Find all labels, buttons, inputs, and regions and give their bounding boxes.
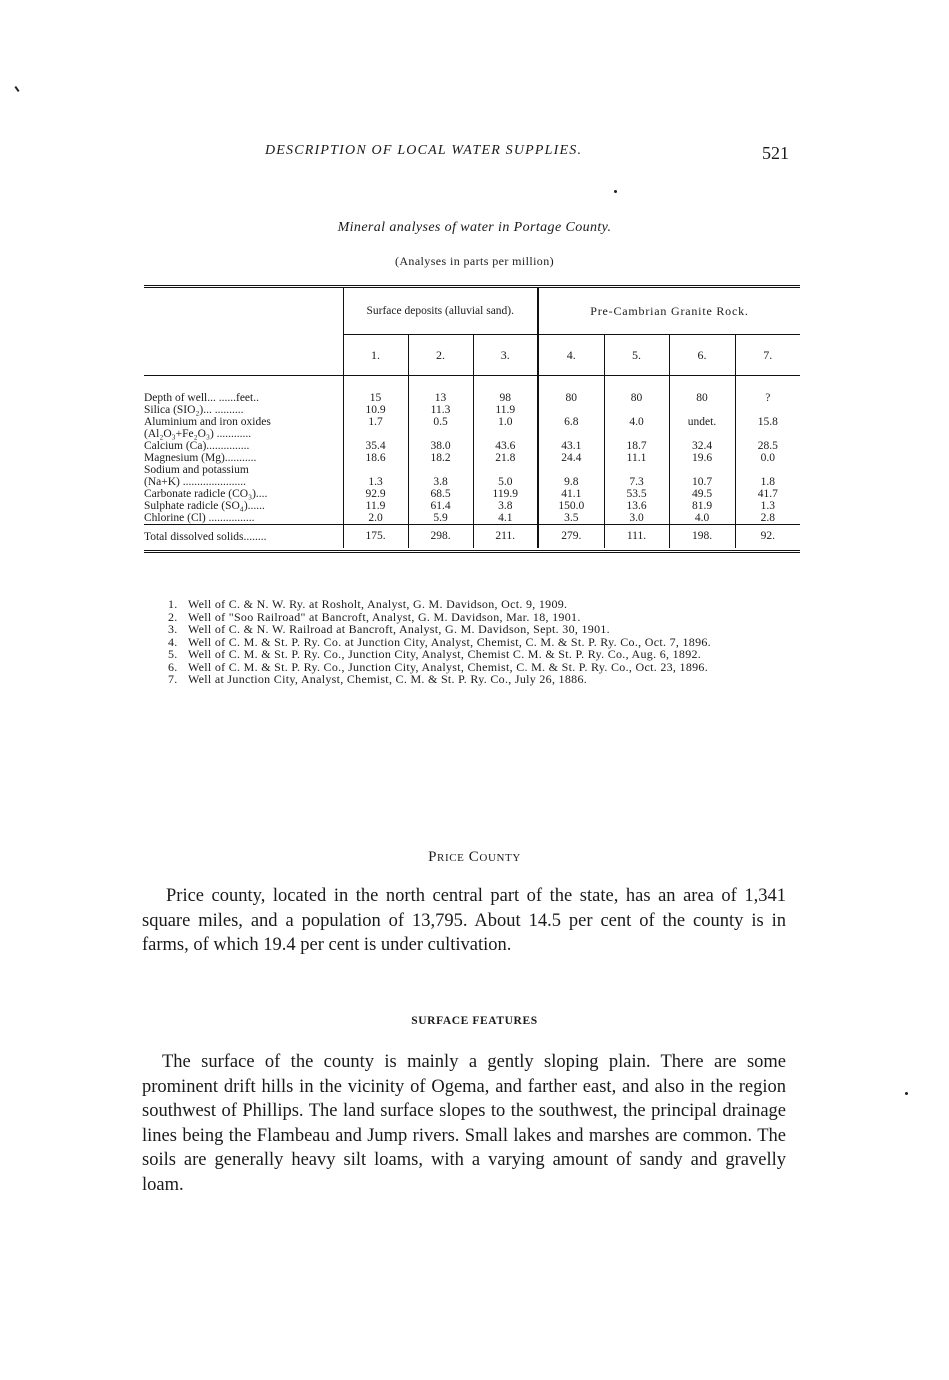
total-cell: 175. bbox=[343, 525, 408, 549]
column-number: 2. bbox=[408, 335, 473, 376]
row-label: Total dissolved solids........ bbox=[144, 525, 343, 549]
stub-header bbox=[144, 288, 343, 376]
column-number: 4. bbox=[538, 335, 604, 376]
running-title: DESCRIPTION OF LOCAL WATER SUPPLIES. bbox=[265, 143, 583, 158]
footnote-text: Well of C. & N. W. Railroad at Bancroft, Analyst, G. M. Davidson, Sept. 30, 1901. bbox=[188, 622, 610, 636]
data-cell: 24.4 bbox=[538, 452, 604, 464]
group-header-rock: Pre-Cambrian Granite Rock. bbox=[538, 288, 800, 335]
data-cell: 13 bbox=[408, 392, 473, 404]
table-subcaption: (Analyses in parts per million) bbox=[394, 254, 555, 268]
surface-features-paragraph: The surface of the county is mainly a gently sloping plain. There are some prominent drift hills in the vicinity of Ogema, and farther east, and also in the region southwest of Phillips. The land surface slopes to the southwest, the principal drainage lines being the Flambeau and Jump rivers. Small lakes and marshes are common. The soils are generally heavy silt loams, with a varying amount of sandy and gravelly loam. bbox=[142, 1052, 786, 1195]
table-caption: Mineral analyses of water in Portage County. bbox=[337, 220, 612, 235]
data-cell: 119.9 bbox=[473, 488, 538, 500]
mineral-analyses-table bbox=[144, 285, 800, 553]
total-cell: 298. bbox=[408, 525, 473, 549]
table-row bbox=[144, 404, 800, 416]
data-cell: 32.4 bbox=[669, 440, 735, 452]
data-cell: 15 bbox=[343, 392, 408, 404]
footnote-number: 4. bbox=[168, 634, 178, 649]
data-cell: 49.5 bbox=[669, 488, 735, 500]
data-cell: 4.0 bbox=[669, 512, 735, 525]
total-cell: 92. bbox=[735, 525, 800, 549]
data-cell: 61.4 bbox=[408, 500, 473, 512]
data-cell bbox=[669, 464, 735, 476]
data-cell: 41.7 bbox=[735, 488, 800, 500]
column-number: 7. bbox=[735, 335, 800, 376]
group-header-surface: Surface deposits (alluvial sand). bbox=[343, 288, 538, 335]
data-cell: 81.9 bbox=[669, 500, 735, 512]
data-cell: 11.3 bbox=[408, 404, 473, 416]
data-cell bbox=[538, 464, 604, 476]
total-cell: 211. bbox=[473, 525, 538, 549]
data-cell: 0.5 bbox=[408, 416, 473, 428]
data-cell bbox=[343, 464, 408, 476]
table-row bbox=[144, 416, 800, 428]
footnote-number: 6. bbox=[168, 659, 178, 674]
footnote-text: Well of C. M. & St. P. Ry. Co. at Junction City, Analyst, Chemist, C. M. & St. P. Ry. Co., Oct. 7, 1896. bbox=[188, 634, 711, 649]
data-cell: 43.1 bbox=[538, 440, 604, 452]
data-cell: 11.9 bbox=[343, 500, 408, 512]
footnote-number: 2. bbox=[168, 609, 178, 624]
data-cell bbox=[604, 428, 669, 440]
data-cell: 53.5 bbox=[604, 488, 669, 500]
table-spacer bbox=[144, 376, 800, 393]
row-label: (Na+K) ...................... bbox=[144, 476, 246, 488]
scan-speck bbox=[614, 190, 617, 193]
scan-speck bbox=[905, 1092, 908, 1095]
column-number: 3. bbox=[473, 335, 538, 376]
subheading: SURFACE FEATURES bbox=[411, 1015, 538, 1027]
data-cell: 10.9 bbox=[343, 404, 408, 416]
data-cell: 3.8 bbox=[408, 476, 473, 488]
data-cell: ? bbox=[735, 392, 800, 404]
footnote-text: Well of "Soo Railroad" at Bancroft, Analyst, G. M. Davidson, Mar. 18, 1901. bbox=[188, 609, 581, 624]
data-cell: 80 bbox=[538, 392, 604, 404]
row-label: Aluminium and iron oxides bbox=[144, 416, 271, 428]
table-row bbox=[144, 512, 800, 525]
data-cell: 11.1 bbox=[604, 452, 669, 464]
data-cell: 9.8 bbox=[538, 476, 604, 488]
data-cell: 21.8 bbox=[473, 452, 538, 464]
scan-speck bbox=[14, 86, 19, 92]
row-label: (Al₂O₃+Fe₂O₃) ............ bbox=[144, 428, 252, 440]
data-cell: 2.0 bbox=[343, 512, 408, 525]
data-cell: 80 bbox=[604, 392, 669, 404]
data-cell: 3.8 bbox=[473, 500, 538, 512]
footnote-number: 1. bbox=[168, 597, 178, 611]
row-label: Calcium (Ca)............... bbox=[144, 440, 250, 452]
data-cell bbox=[735, 428, 800, 440]
footnote-text: Well of C. M. & St. P. Ry. Co., Junction City, Analyst, Chemist C. M. & St. P. Ry. Co., Aug. 6, 1892. bbox=[188, 647, 702, 661]
data-cell: 4.0 bbox=[604, 416, 669, 428]
table-row bbox=[144, 476, 800, 488]
data-cell: 6.8 bbox=[538, 416, 604, 428]
data-cell: 1.8 bbox=[735, 476, 800, 488]
data-cell: 15.8 bbox=[735, 416, 800, 428]
data-cell bbox=[604, 464, 669, 476]
data-cell bbox=[735, 404, 800, 416]
data-cell: 2.8 bbox=[735, 512, 800, 525]
table-body bbox=[144, 376, 800, 549]
intro-paragraph: Price county, located in the north central part of the state, has an area of 1,341 square miles, and a population of 13,795. About 14.5 per cent of the county is in farms, of which 19.4 per cent is under cultivation. bbox=[142, 886, 786, 955]
data-cell bbox=[538, 428, 604, 440]
footnote-number: 5. bbox=[168, 647, 178, 661]
footnote-text: Well of C. & N. W. Ry. at Rosholt, Analyst, G. M. Davidson, Oct. 9, 1909. bbox=[188, 597, 568, 611]
table-row bbox=[144, 488, 800, 500]
data-cell: 38.0 bbox=[408, 440, 473, 452]
table-row bbox=[144, 440, 800, 452]
data-cell: 18.2 bbox=[408, 452, 473, 464]
data-cell: 1.3 bbox=[343, 476, 408, 488]
row-label: Chlorine (Cl) ................ bbox=[144, 512, 255, 524]
data-cell: 28.5 bbox=[735, 440, 800, 452]
data-cell: 18.6 bbox=[343, 452, 408, 464]
data-cell: 1.3 bbox=[735, 500, 800, 512]
data-cell: 35.4 bbox=[343, 440, 408, 452]
data-cell bbox=[604, 404, 669, 416]
table-row bbox=[144, 452, 800, 464]
table-bottom-rule bbox=[144, 550, 800, 553]
data-cell: 0.0 bbox=[735, 452, 800, 464]
total-cell: 111. bbox=[604, 525, 669, 549]
data-cell bbox=[473, 428, 538, 440]
table-footnotes bbox=[168, 599, 793, 687]
footnote bbox=[168, 674, 793, 686]
data-cell: 19.6 bbox=[669, 452, 735, 464]
data-cell: 5.0 bbox=[473, 476, 538, 488]
row-label: Depth of well... ......feet.. bbox=[144, 392, 259, 404]
footnote-text: Well at Junction City, Analyst, Chemist, C. M. & St. P. Ry. Co., July 26, 1886. bbox=[188, 672, 588, 686]
data-cell bbox=[408, 464, 473, 476]
column-number: 6. bbox=[669, 335, 735, 376]
data-cell: 4.1 bbox=[473, 512, 538, 525]
data-cell: 150.0 bbox=[538, 500, 604, 512]
data-cell: 18.7 bbox=[604, 440, 669, 452]
total-row bbox=[144, 525, 800, 549]
data-cell: 80 bbox=[669, 392, 735, 404]
row-label: Silica (SIO₂)... .......... bbox=[144, 404, 244, 416]
data-cell: 1.7 bbox=[343, 416, 408, 428]
data-cell: 43.6 bbox=[473, 440, 538, 452]
total-cell: 198. bbox=[669, 525, 735, 549]
data-cell: 13.6 bbox=[604, 500, 669, 512]
data-cell bbox=[473, 464, 538, 476]
footnote-text: Well of C. M. & St. P. Ry. Co., Junction City, Analyst, Chemist, C. M. & St. P. Ry. Co., Oct. 23, 1896. bbox=[188, 659, 709, 674]
row-label: Sodium and potassium bbox=[144, 464, 249, 476]
data-cell: 3.5 bbox=[538, 512, 604, 525]
footnote-number: 3. bbox=[168, 622, 178, 636]
data-cell bbox=[343, 428, 408, 440]
total-cell: 279. bbox=[538, 525, 604, 549]
table-row bbox=[144, 428, 800, 440]
data-cell: 10.7 bbox=[669, 476, 735, 488]
table-row bbox=[144, 392, 800, 404]
data-cell: 5.9 bbox=[408, 512, 473, 525]
data-cell: 1.0 bbox=[473, 416, 538, 428]
row-label: Magnesium (Mg)........... bbox=[144, 452, 257, 464]
data-cell bbox=[538, 404, 604, 416]
data-cell: 98 bbox=[473, 392, 538, 404]
row-label: Carbonate radicle (CO₃).... bbox=[144, 488, 268, 500]
data-cell bbox=[669, 428, 735, 440]
data-cell bbox=[408, 428, 473, 440]
section-title: Price County bbox=[428, 849, 521, 865]
footnote-number: 7. bbox=[168, 672, 178, 686]
row-label: Sulphate radicle (SO₄)...... bbox=[144, 500, 265, 512]
page-number: 521 bbox=[762, 143, 789, 163]
data-cell: 11.9 bbox=[473, 404, 538, 416]
data-cell bbox=[735, 464, 800, 476]
data-cell: 7.3 bbox=[604, 476, 669, 488]
data-cell: 41.1 bbox=[538, 488, 604, 500]
column-number: 1. bbox=[343, 335, 408, 376]
column-number: 5. bbox=[604, 335, 669, 376]
table-row bbox=[144, 500, 800, 512]
table-row bbox=[144, 464, 800, 476]
data-cell bbox=[669, 404, 735, 416]
data-cell: 92.9 bbox=[343, 488, 408, 500]
data-cell: undet. bbox=[669, 416, 735, 428]
data-cell: 3.0 bbox=[604, 512, 669, 525]
data-cell: 68.5 bbox=[408, 488, 473, 500]
